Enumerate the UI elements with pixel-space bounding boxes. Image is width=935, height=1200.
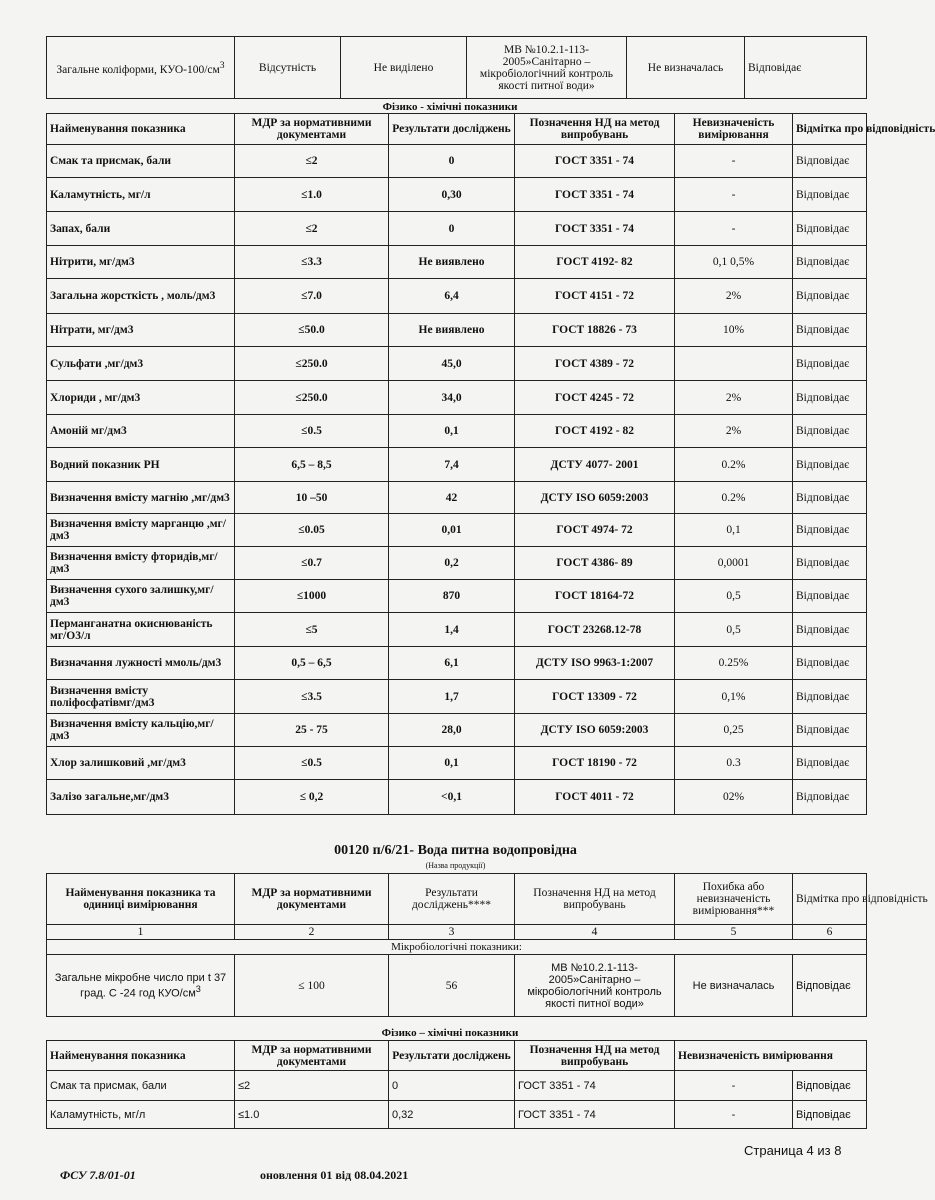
- row-method: ГОСТ 3351 - 74: [515, 145, 675, 178]
- m-col-header-result: Результати досліджень****: [389, 874, 515, 925]
- micro-section-row: [47, 940, 867, 955]
- row-mark: Відповідає: [793, 747, 867, 780]
- table-row: [47, 415, 867, 448]
- row-method: ГОСТ 18164-72: [515, 580, 675, 613]
- row-result: Не виявлено: [389, 246, 515, 279]
- row-mark: Відповідає: [793, 212, 867, 246]
- row-norm: ≤0.05: [235, 514, 389, 547]
- table-row: [47, 580, 867, 613]
- row-norm: 6,5 – 8,5: [235, 448, 389, 482]
- row-norm: ≤0.5: [235, 747, 389, 780]
- col-number: 2: [235, 925, 389, 940]
- product-title: 00120 п/6/21- Вода питна водопровідна: [334, 843, 577, 858]
- m-col-header-method: Позначення НД на метод випробувань: [515, 874, 675, 925]
- row-result: 6,1: [389, 647, 515, 680]
- table-row: [47, 314, 867, 347]
- row-mark: Відповідає: [793, 347, 867, 381]
- table-row: [47, 448, 867, 482]
- row-mark: Відповідає: [793, 780, 867, 815]
- row-uncertainty: -: [675, 1101, 793, 1129]
- row-mark: Відповідає: [793, 1071, 867, 1101]
- col-header-name: Найменування показника: [47, 114, 235, 145]
- row-uncertainty: 0,5: [675, 580, 793, 613]
- top-row-result: Не виділено: [341, 37, 467, 99]
- row-name: Визначення вмісту магнію ,мг/дм3: [47, 482, 235, 514]
- top-row-mark: Відповідає: [745, 37, 867, 99]
- table-row: [47, 482, 867, 514]
- row-mark: Відповідає: [793, 714, 867, 747]
- row-method: ГОСТ 4011 - 72: [515, 780, 675, 815]
- row-mark: Відповідає: [793, 145, 867, 178]
- row-uncertainty: 0,0001: [675, 547, 793, 580]
- row-name: Смак та присмак, бали: [47, 1071, 235, 1101]
- row-uncertainty: -: [675, 212, 793, 246]
- row-method: ГОСТ 4974- 72: [515, 514, 675, 547]
- row-method: ГОСТ 3351 - 74: [515, 1101, 675, 1129]
- row-uncertainty: 0.3: [675, 747, 793, 780]
- col-header-mark: Відмітка про відповідність: [793, 114, 867, 145]
- row-result: 7,4: [389, 448, 515, 482]
- row-result: Не виявлено: [389, 314, 515, 347]
- row-method: ГОСТ 13309 - 72: [515, 680, 675, 714]
- row-result: 0,30: [389, 178, 515, 212]
- row-mark: Відповідає: [793, 448, 867, 482]
- row-norm: ≤ 0,2: [235, 780, 389, 815]
- row-uncertainty: 2%: [675, 279, 793, 314]
- product-subtitle: (Назва продукції): [425, 861, 486, 870]
- row-name: Каламутність, мг/л: [47, 1101, 235, 1129]
- row-norm: 25 - 75: [235, 714, 389, 747]
- micro-row-result: 56: [389, 955, 515, 1017]
- section2-title: Фізико – хімічні показники: [381, 1027, 519, 1039]
- row-name: Сульфати ,мг/дм3: [47, 347, 235, 381]
- row-norm: ≤5: [235, 613, 389, 647]
- micro-row-mark: Відповідає: [793, 955, 867, 1017]
- row-uncertainty: 10%: [675, 314, 793, 347]
- row-mark: Відповідає: [793, 415, 867, 448]
- m-col-header-name: Найменування показника та одиниці вимірювання: [47, 874, 235, 925]
- row-uncertainty: 0,1 0,5%: [675, 246, 793, 279]
- m-col-header-uncertainty: Похибка або невизначеність вимірювання***: [675, 874, 793, 925]
- row-name: Нітрити, мг/дм3: [47, 246, 235, 279]
- top-row-method: МВ №10.2.1-113-2005»Санітарно – мікробіологічний контроль якості питної води»: [467, 37, 627, 99]
- row-method: ГОСТ 3351 - 74: [515, 212, 675, 246]
- row-method: ГОСТ 3351 - 74: [515, 1071, 675, 1101]
- row-uncertainty: 02%: [675, 780, 793, 815]
- row-name: Каламутність, мг/л: [47, 178, 235, 212]
- row-uncertainty: 0,1%: [675, 680, 793, 714]
- row-mark: Відповідає: [793, 613, 867, 647]
- row-result: 34,0: [389, 381, 515, 415]
- row-result: 0: [389, 145, 515, 178]
- row-uncertainty: 0,1: [675, 514, 793, 547]
- row-norm: ≤3.5: [235, 680, 389, 714]
- row-uncertainty: -: [675, 178, 793, 212]
- col-header-result: Результати досліджень: [389, 114, 515, 145]
- physchem-header-row: [47, 114, 867, 145]
- row-norm: 10 –50: [235, 482, 389, 514]
- row-mark: Відповідає: [793, 547, 867, 580]
- micro-number-row: [47, 925, 867, 940]
- row-name: Водний показник РН: [47, 448, 235, 482]
- top-row-name: Загальне коліформи, КУО-$100/см^3$: [47, 37, 235, 99]
- p2-col-header-method: Позначення НД на метод випробувань: [515, 1041, 675, 1071]
- col-number: 6: [793, 925, 867, 940]
- row-uncertainty: 0,5: [675, 613, 793, 647]
- col-header-method: Позначення НД на метод випробувань: [515, 114, 675, 145]
- row-result: 0: [389, 212, 515, 246]
- micro-row-uncertainty: Не визначалась: [675, 955, 793, 1017]
- row-uncertainty: 2%: [675, 415, 793, 448]
- col-header-uncertainty: Невизначеність вимірювання: [675, 114, 793, 145]
- m-col-header-norm: МДР за нормативними документами: [235, 874, 389, 925]
- row-mark: Відповідає: [793, 1101, 867, 1129]
- row-mark: Відповідає: [793, 246, 867, 279]
- footer-update: оновлення 01 від 08.04.2021: [260, 1168, 409, 1182]
- row-norm: ≤0.5: [235, 415, 389, 448]
- row-method: ГОСТ 18190 - 72: [515, 747, 675, 780]
- footer-code: ФСУ 7.8/01-01: [60, 1168, 136, 1182]
- micro-row-norm: ≤ 100: [235, 955, 389, 1017]
- micro-section-title: Мікробіологічні показники:: [47, 940, 867, 955]
- p2-col-header-name: Найменування показника: [47, 1041, 235, 1071]
- table-row: [47, 246, 867, 279]
- p2-col-header-uncertainty: Невизначеність вимірювання: [675, 1041, 867, 1071]
- row-method: ГОСТ 23268.12-78: [515, 613, 675, 647]
- col-number: 1: [47, 925, 235, 940]
- physchem-table-2: [46, 1040, 867, 1129]
- table-row: [47, 178, 867, 212]
- row-name: Хлор залишковий ,мг/дм3: [47, 747, 235, 780]
- row-result: 1,7: [389, 680, 515, 714]
- row-uncertainty: 0.25%: [675, 647, 793, 680]
- table-row: [47, 1101, 867, 1129]
- top-row-uncertainty: Не визначалась: [627, 37, 745, 99]
- row-name: Запах, бали: [47, 212, 235, 246]
- row-norm: ≤1.0: [235, 1101, 389, 1129]
- row-uncertainty: -: [675, 145, 793, 178]
- row-method: ДСТУ ISO 6059:2003: [515, 482, 675, 514]
- row-uncertainty: 0.2%: [675, 482, 793, 514]
- row-norm: ≤1.0: [235, 178, 389, 212]
- row-result: 0,1: [389, 415, 515, 448]
- physchem-table: [46, 113, 935, 815]
- row-method: ГОСТ 18826 - 73: [515, 314, 675, 347]
- row-name: Визначення вмісту кальцію,мг/дм3: [47, 714, 235, 747]
- row-norm: ≤250.0: [235, 347, 389, 381]
- table-row: [47, 514, 867, 547]
- row-uncertainty: 2%: [675, 381, 793, 415]
- row-norm: ≤2: [235, 145, 389, 178]
- table-row: [47, 381, 867, 415]
- m-col-header-mark: Відмітка про відповідність: [793, 874, 867, 925]
- row-method: ГОСТ 4192 - 82: [515, 415, 675, 448]
- col-number: 5: [675, 925, 793, 940]
- table-row: [47, 613, 867, 647]
- table-row: [47, 279, 867, 314]
- row-name: Нітрати, мг/дм3: [47, 314, 235, 347]
- row-result: <0,1: [389, 780, 515, 815]
- micro-data-row: [47, 955, 867, 1017]
- col-number: 4: [515, 925, 675, 940]
- table-row: [47, 647, 867, 680]
- table-row: [47, 547, 867, 580]
- micro-header-row: [47, 874, 867, 925]
- row-result: 28,0: [389, 714, 515, 747]
- table-row: [47, 714, 867, 747]
- top-table: [46, 36, 867, 99]
- row-result: 0: [389, 1071, 515, 1101]
- row-name: Амоній мг/дм3: [47, 415, 235, 448]
- p2-col-header-result: Результати досліджень: [389, 1041, 515, 1071]
- row-name: Визначення вмісту фторидів,мг/дм3: [47, 547, 235, 580]
- row-name: Визначення вмісту поліфосфатівмг/дм3: [47, 680, 235, 714]
- table-row: [47, 1071, 867, 1101]
- table-row: [47, 212, 867, 246]
- p2-col-header-norm: МДР за нормативними документами: [235, 1041, 389, 1071]
- row-name: Залізо загальне,мг/дм3: [47, 780, 235, 815]
- row-name: Перманганатна окиснюваність мг/О3/л: [47, 613, 235, 647]
- row-method: ГОСТ 4386- 89: [515, 547, 675, 580]
- row-method: ГОСТ 4245 - 72: [515, 381, 675, 415]
- row-mark: Відповідає: [793, 680, 867, 714]
- top-row: [47, 37, 867, 99]
- row-result: 0,32: [389, 1101, 515, 1129]
- row-norm: ≤0.7: [235, 547, 389, 580]
- micro-table: [46, 873, 928, 1017]
- table-row: [47, 680, 867, 714]
- row-mark: Відповідає: [793, 279, 867, 314]
- row-name: Смак та присмак, бали: [47, 145, 235, 178]
- row-mark: Відповідає: [793, 381, 867, 415]
- row-method: ГОСТ 4151 - 72: [515, 279, 675, 314]
- row-norm: ≤2: [235, 1071, 389, 1101]
- row-method: ГОСТ 3351 - 74: [515, 178, 675, 212]
- col-number: 3: [389, 925, 515, 940]
- row-norm: ≤250.0: [235, 381, 389, 415]
- row-norm: ≤3.3: [235, 246, 389, 279]
- row-name: Визначення вмісту марганцю ,мг/дм3: [47, 514, 235, 547]
- row-uncertainty: [675, 347, 793, 381]
- row-mark: Відповідає: [793, 647, 867, 680]
- row-mark: Відповідає: [793, 482, 867, 514]
- row-result: 6,4: [389, 279, 515, 314]
- row-mark: Відповідає: [793, 178, 867, 212]
- row-uncertainty: 0.2%: [675, 448, 793, 482]
- row-method: ДСТУ ISO 9963-1:2007: [515, 647, 675, 680]
- physchem2-header-row: [47, 1041, 867, 1071]
- row-method: ДСТУ 4077- 2001: [515, 448, 675, 482]
- micro-row-name: Загальне мікробне число при t 37 град. С -24 год КУО/$см^3$: [47, 955, 235, 1017]
- row-norm: ≤2: [235, 212, 389, 246]
- col-header-norm: МДР за нормативними документами: [235, 114, 389, 145]
- row-result: 0,1: [389, 747, 515, 780]
- row-result: 0,01: [389, 514, 515, 547]
- table-row: [47, 747, 867, 780]
- row-method: ДСТУ ISO 6059:2003: [515, 714, 675, 747]
- row-mark: Відповідає: [793, 514, 867, 547]
- row-name: Загальна жорсткість , моль/дм3: [47, 279, 235, 314]
- top-row-norm: Відсутність: [235, 37, 341, 99]
- row-uncertainty: -: [675, 1071, 793, 1101]
- row-norm: ≤1000: [235, 580, 389, 613]
- row-name: Визначення сухого залишку,мг/дм3: [47, 580, 235, 613]
- row-result: 0,2: [389, 547, 515, 580]
- row-mark: Відповідає: [793, 314, 867, 347]
- micro-row-method: МВ №10.2.1-113-2005»Санітарно – мікробіологічний контроль якості питної води»: [515, 955, 675, 1017]
- page-number: Страница 4 из 8: [744, 1143, 842, 1158]
- row-norm: ≤7.0: [235, 279, 389, 314]
- row-mark: Відповідає: [793, 580, 867, 613]
- table-row: [47, 145, 867, 178]
- table-row: [47, 347, 867, 381]
- row-method: ГОСТ 4192- 82: [515, 246, 675, 279]
- row-result: 870: [389, 580, 515, 613]
- row-result: 45,0: [389, 347, 515, 381]
- section1-title: Фізико - хімічні показники: [382, 101, 518, 113]
- row-name: Хлориди , мг/дм3: [47, 381, 235, 415]
- row-norm: 0,5 – 6,5: [235, 647, 389, 680]
- row-uncertainty: 0,25: [675, 714, 793, 747]
- row-result: 1,4: [389, 613, 515, 647]
- table-row: [47, 780, 867, 815]
- row-method: ГОСТ 4389 - 72: [515, 347, 675, 381]
- row-name: Визначання лужності ммоль/дм3: [47, 647, 235, 680]
- row-norm: ≤50.0: [235, 314, 389, 347]
- row-result: 42: [389, 482, 515, 514]
